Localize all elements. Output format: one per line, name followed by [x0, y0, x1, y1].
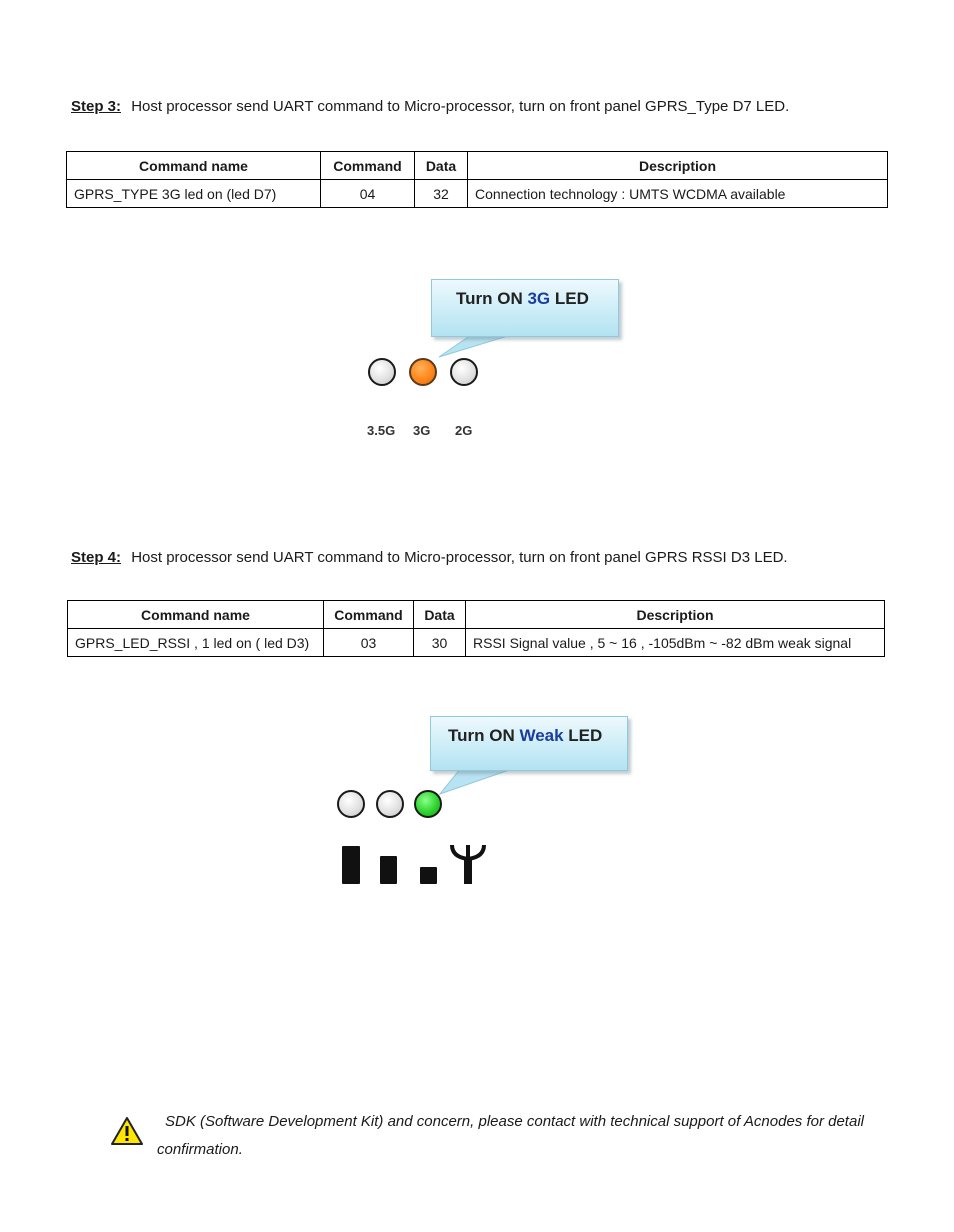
callout-highlight: 3G: [527, 289, 551, 308]
cell-description: Connection technology : UMTS WCDMA available: [468, 180, 888, 208]
header-command: Command: [321, 152, 415, 180]
step-3-heading: [71, 98, 789, 115]
cell-command: 04: [321, 180, 415, 208]
callout-highlight: Weak: [519, 726, 564, 745]
table-row: [68, 629, 885, 657]
header-command-name: Command name: [67, 152, 321, 180]
signal-bar-weak-icon: [420, 867, 437, 884]
cell-data: 32: [415, 180, 468, 208]
step-4-label: Step 4:: [71, 549, 122, 566]
callout-suffix: LED: [563, 726, 603, 745]
command-table-step-3: [66, 151, 888, 208]
header-command-name: Command name: [68, 601, 324, 629]
callout-prefix: Turn ON: [456, 289, 528, 308]
callout-text: [448, 726, 602, 746]
led-rssi-medium: [376, 790, 404, 818]
cell-command-name: GPRS_LED_RSSI , 1 led on ( led D3): [68, 629, 324, 657]
footer-note: SDK (Software Development Kit) and concern, please contact with technical support of Acnodes for detail confirmation.: [157, 1113, 864, 1158]
led-3g: [409, 358, 437, 386]
table-row: [67, 180, 888, 208]
callout-text: [456, 289, 589, 309]
led-3-5g: [368, 358, 396, 386]
led-label-3-5g: 3.5G: [367, 423, 396, 438]
callout-turn-on-3g: [431, 279, 621, 359]
header-command: Command: [324, 601, 414, 629]
callout-suffix: LED: [550, 289, 589, 308]
step-4-heading: [71, 549, 788, 566]
callout-turn-on-weak: [430, 716, 630, 796]
header-data: Data: [414, 601, 466, 629]
header-description: Description: [468, 152, 888, 180]
callout-prefix: Turn ON: [448, 726, 520, 745]
signal-bar-strong-icon: [342, 846, 360, 884]
cell-data: 30: [414, 629, 466, 657]
led-rssi-strong: [337, 790, 365, 818]
led-label-3g: 3G: [413, 423, 431, 438]
table-header-row: [67, 152, 888, 180]
led-2g: [450, 358, 478, 386]
table-header-row: [68, 601, 885, 629]
antenna-icon: [450, 843, 486, 885]
header-data: Data: [415, 152, 468, 180]
led-rssi-weak: [414, 790, 442, 818]
header-description: Description: [466, 601, 885, 629]
signal-bar-medium-icon: [380, 856, 397, 884]
warning-icon: [110, 1116, 144, 1146]
cell-command: 03: [324, 629, 414, 657]
step-3-text: Host processor send UART command to Micro-processor, turn on front panel GPRS_Type D7 LED.: [131, 98, 790, 115]
command-table-step-4: [67, 600, 885, 657]
step-4-text: Host processor send UART command to Micro-processor, turn on front panel GPRS RSSI D3 LED.: [131, 549, 788, 566]
cell-description: RSSI Signal value , 5 ~ 16 , -105dBm ~ -82 dBm weak signal: [466, 629, 885, 657]
step-3-label: Step 3:: [71, 98, 122, 115]
led-label-2g: 2G: [455, 423, 473, 438]
cell-command-name: GPRS_TYPE 3G led on (led D7): [67, 180, 321, 208]
